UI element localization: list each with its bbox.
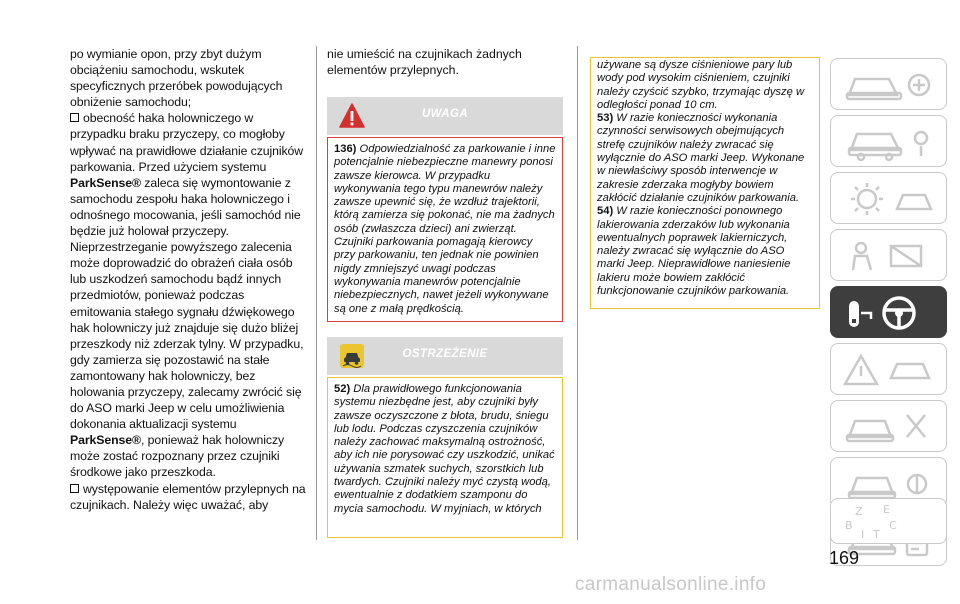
warning-header xyxy=(327,97,563,135)
note-54-number: 54) xyxy=(597,205,614,218)
caution-box-continued xyxy=(590,57,820,309)
tab-emergency[interactable] xyxy=(830,400,947,452)
caution-number: 52) xyxy=(334,383,351,395)
car-lights-icon xyxy=(841,179,937,219)
index-letter: T xyxy=(873,528,880,541)
caution-continued-text: używane są dysze ciśnieniowe pary lub wody pod wysokim ciśnieniem, czujniki należy czyścić szybko, trzymając dyszę w odległości ponad 10 cm. xyxy=(597,59,805,111)
tab-safety[interactable] xyxy=(830,229,947,281)
caution-header xyxy=(327,337,563,375)
index-letter: B xyxy=(845,519,853,532)
tab-lights[interactable] xyxy=(830,172,947,224)
bullet-square-icon xyxy=(70,113,79,122)
alphabetical-index-icon xyxy=(841,501,937,541)
paragraph-tyres: po wymianie opon, przy zbyt dużym obciążeniu samochodu, wskutek specyficznych przeróbek powodujących obniżenie samochodu; xyxy=(70,47,283,110)
index-letter: Z xyxy=(855,505,863,518)
tab-starting-driving[interactable] xyxy=(830,286,947,338)
car-tools-icon xyxy=(841,407,937,447)
note-54-text: W razie konieczności ponownego lakierowania zderzaków lub wykonania ewentualnych poprawek lakierniczych, należy zwracać się wyłącznie do ASO marki Jeep. Nieprawidłowe naniesienie lakieru może bowiem zakłócić funkcjonowanie czujników parkowania. xyxy=(597,205,791,298)
paragraph-intro: nie umieścić na czujnikach żadnych elementów przylepnych. xyxy=(327,47,522,78)
page-number: 169 xyxy=(829,548,860,568)
warning-text: Odpowiedzialność za parkowanie i inne potencjalnie niebezpieczne manewry ponosi zawsze kierowca. W przypadku wykonywania tego typu manewrów należy zawsze upewnić się, że wzdłuż trajektorii, którą zamierza się pokonać, nie ma żadnych osób (zwłaszcza dzieci) ani zwierząt. Czujniki parkowania pomagają kierowcy przy parkowaniu, ten jednak nie powinien nigdy zmniejszyć uwagi podczas wykonywania manewrów potencjalnie niebezpiecznych, nawet jeżeli wykonywane są one z małą prędkością. xyxy=(334,143,556,315)
tab-vehicle-info[interactable] xyxy=(830,115,947,167)
car-info-icon xyxy=(841,122,937,162)
index-letter: C xyxy=(889,519,897,532)
bullet-adhesives: występowanie elementów przylepnych na czujnikach. Należy więc uważać, aby xyxy=(70,481,306,512)
car-dashboard-icon xyxy=(841,65,937,105)
note-53-number: 53) xyxy=(597,112,614,125)
car-warning-icon xyxy=(841,350,937,390)
brand-parksense-2: ParkSense® xyxy=(70,433,141,448)
warning-box xyxy=(327,137,563,322)
tab-dashboard[interactable] xyxy=(830,58,947,110)
caution-title: OSTRZEŻENIE xyxy=(402,348,488,360)
column-divider-1 xyxy=(316,46,317,540)
bullet-tow-hook: obecność haka holowniczego w przypadku braku przyczepy, co mogłoby wpływać na prawidłowe działanie czujników parkowania. Przed użyciem systemu ParkSense® zaleca się wymontowanie z samochodu zespołu haka holowniczego i odnośnego mocowania, jeśli samochód nie będzie już holował przyczepy. Nieprzestrzeganie powyższego zalecenia może doprowadzić do obrażeń ciała osób lub uszkodzeń samochodu bądź innych przedmiotów, ponieważ podczas emitowania stałego sygnału dźwiękowego hak holowniczy już znajduje się dużo bliżej przeszkody niż zderzak tylny. W przypadku, gdy zamierza się pozostawić na stałe zamontowany hak holowniczy, bez holowania przyczepy, zalecamy zwrócić się do ASO marki Jeep w celu umożliwienia dokonania aktualizacji systemu ParkSense®, ponieważ hak holowniczy może zostać rozpoznany przez czujniki środkowe jako przeszkoda. xyxy=(70,111,304,480)
tab-index[interactable] xyxy=(830,498,947,544)
column-2 xyxy=(327,46,563,78)
key-steering-wheel-icon xyxy=(841,293,937,333)
caution-box xyxy=(327,377,563,538)
note-53-text: W razie konieczności wykonania czynności serwisowych obejmujących strefę czujników należy zwracać się wyłącznie do ASO marki Jeep. Wykonane w niewłaściwy sposób interwencje w zakresie zderzaka mogłyby bowiem zakłócić działanie czujników parkowania. xyxy=(597,112,805,204)
warning-title: UWAGA xyxy=(421,108,469,120)
bullet-square-icon xyxy=(70,484,79,493)
caution-text: Dla prawidłowego funkcjonowania systemu niezbędne jest, aby czujniki były zawsze oczyszczone z błota, brudu, śniegu lub lodu. Podczas czyszczenia czujników należy zachować maksymalną ostrożność, aby ich nie porysować czy uszkodzić, unikać używania szmatek suchych, szorstkich lub twardych. Czujniki należy myć czystą wodą, ewentualnie z dodatkiem szamponu do mycia samochodu. W myjniach, w których xyxy=(334,383,555,515)
brand-parksense: ParkSense® xyxy=(70,175,141,190)
column-1 xyxy=(70,46,306,513)
tab-warnings[interactable] xyxy=(830,343,947,395)
column-divider-2 xyxy=(577,46,578,540)
warning-number: 136) xyxy=(334,143,357,155)
index-letter: E xyxy=(883,503,890,516)
car-safety-icon xyxy=(841,236,937,276)
watermark: carmanualsonline.info xyxy=(575,574,767,595)
index-letter: I xyxy=(861,528,865,541)
